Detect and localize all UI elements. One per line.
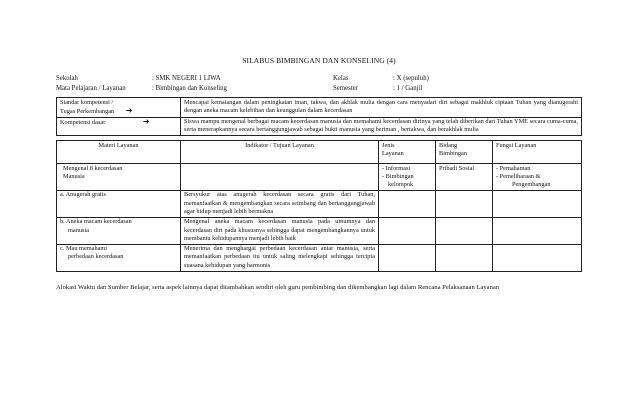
table-row <box>57 244 582 271</box>
intro-jenis <box>379 164 436 191</box>
row-a-indikator: Bersyukur atas anugerah kecerdasan secara gratis dari Tuhan, memanfaatkan & mengembangkan secara seimbang dan bertanggungjawab agar hidup menjadi lebih bermakna <box>181 190 379 217</box>
competency-table <box>56 97 582 136</box>
intro-materi-line2: Manusia <box>63 172 85 180</box>
table-row <box>57 190 582 217</box>
header-bidang-line2: Bimbingan <box>439 149 467 157</box>
arrow-right-icon: ➔ <box>142 117 150 127</box>
footer-note: Alokasi Waktu dan Sumber Belajar, serta aspek lainnya dapat ditambahkan sendiri oleh guru pembimbing dan dikembangkan lagi dalam Rencana Pelaksanaan Layanan <box>56 284 500 291</box>
row-c-indikator: Menerima dan menghargai perbedaan kecerdasan antar manusia, serta memanfaatkan perbedaan itu untuk saling melengkapi sehingga tercipta suasana kehidupan yang harmonis <box>181 244 379 271</box>
standar-label-cell <box>57 98 181 118</box>
standar-row <box>57 98 582 118</box>
intro-fungsi-line3: Pengembangan <box>512 181 551 189</box>
dasar-label: Kompetensi dasar <box>60 119 106 127</box>
header-bidang-line1: Bidang <box>439 141 458 149</box>
header-bidang <box>436 141 493 164</box>
row-c-jenis <box>379 244 436 271</box>
row-b-jenis <box>379 217 436 244</box>
intro-fungsi <box>493 164 582 191</box>
standar-text: Mencapai kematangan dalam peningkatan iman, takwa, dan akhlak mulia dengan cara menyadari diri sebagai makhluk ciptaan Tuhan yang dianugerahi dengan aneka macam kelebihan dan keunggulan dalam kecerdasan <box>181 98 582 118</box>
sekolah-label: Sekolah <box>56 75 78 82</box>
kelas-label: Kelas <box>333 75 349 82</box>
sekolah-value: : SMK NEGERI 1 LIWA <box>152 75 221 82</box>
intro-jenis-line1: - Informasi <box>382 164 411 172</box>
table-row <box>57 217 582 244</box>
row-b-indikator: Mengenal aneka macam kecerdasan manusia pada umumnya dan kecerdasan diri pada khususnya sehingga dapat mengembangkannya untuk membantu kehidupannya menjadi lebih baik <box>181 217 379 244</box>
row-b-materi-line1: b. Aneka macam kecerdasan <box>60 218 132 226</box>
intro-fungsi-line2: - Pemeliharaan & <box>496 172 541 180</box>
table-row-intro <box>57 164 582 191</box>
intro-indikator <box>181 164 379 191</box>
row-c-materi-line2: perbedaan kecerdasan <box>68 253 124 261</box>
row-b-materi <box>57 217 181 244</box>
row-a-fungsi <box>493 190 582 217</box>
arrow-right-icon: ➔ <box>125 105 133 115</box>
header-jenis <box>379 141 436 164</box>
dasar-row <box>57 117 582 136</box>
document-title: SILABUS BIMBINGAN DAN KONSELING (4) <box>242 56 396 65</box>
header-indikator: Indikator / Tujuan Layanan <box>181 141 379 164</box>
intro-materi-line1: Mengenal 8 kecerdasan <box>63 164 123 172</box>
intro-bidang <box>436 164 493 191</box>
intro-bidang-value: Pribadi Sosial <box>439 164 475 172</box>
semester-value: : 1 / Ganjil <box>393 85 423 92</box>
info-right <box>333 74 429 94</box>
dasar-text: Siswa mampu mengenal berbagai macam kecerdasan manusia dan memahami kecerdasan dirinya yang telah diberikan dari Tuhan YME secara cuma-cuma, serta menerapkannya secara bertanggungjawab sebagai bukti manusia yang beriman , bertakwa, dan berakhlak mulia <box>181 117 582 136</box>
intro-jenis-line3: kelompok <box>388 181 414 189</box>
mapel-value: : Bimbingan dan Konseling <box>152 85 227 92</box>
row-b-bidang <box>436 217 493 244</box>
header-jenis-line1: Jenis <box>382 141 395 149</box>
intro-fungsi-line1: - Pemahaman <box>496 164 531 172</box>
header-fungsi: Fungsi Layanan <box>493 141 582 164</box>
semester-label: Semester <box>333 85 358 92</box>
row-a-jenis <box>379 190 436 217</box>
row-c-materi <box>57 244 181 271</box>
row-c-materi-line1: c. Mau memahami <box>60 245 108 253</box>
row-b-materi-line2: manusia <box>68 226 89 234</box>
row-a-materi-line1: a. Anugerah gratis <box>60 191 106 199</box>
dasar-label-cell <box>57 117 181 136</box>
row-c-fungsi <box>493 244 582 271</box>
info-left <box>56 74 227 94</box>
kelas-value: : X (sepuluh) <box>393 75 429 82</box>
header-jenis-line2: Layanan <box>382 149 404 157</box>
row-a-materi <box>57 190 181 217</box>
mapel-label: Mata Pelajaran / Layanan <box>56 85 126 92</box>
row-b-fungsi <box>493 217 582 244</box>
row-a-bidang <box>436 190 493 217</box>
intro-materi <box>57 164 181 191</box>
table-header-row <box>57 141 582 164</box>
standar-label-line1: Standar kompetensi / <box>60 98 114 106</box>
syllabus-table <box>56 140 582 272</box>
intro-jenis-line2: - Bimbingan <box>382 172 414 180</box>
header-materi: Materi Layanan <box>57 141 181 164</box>
standar-label-line2: Tugas Perkembangan <box>60 107 115 115</box>
row-c-bidang <box>436 244 493 271</box>
